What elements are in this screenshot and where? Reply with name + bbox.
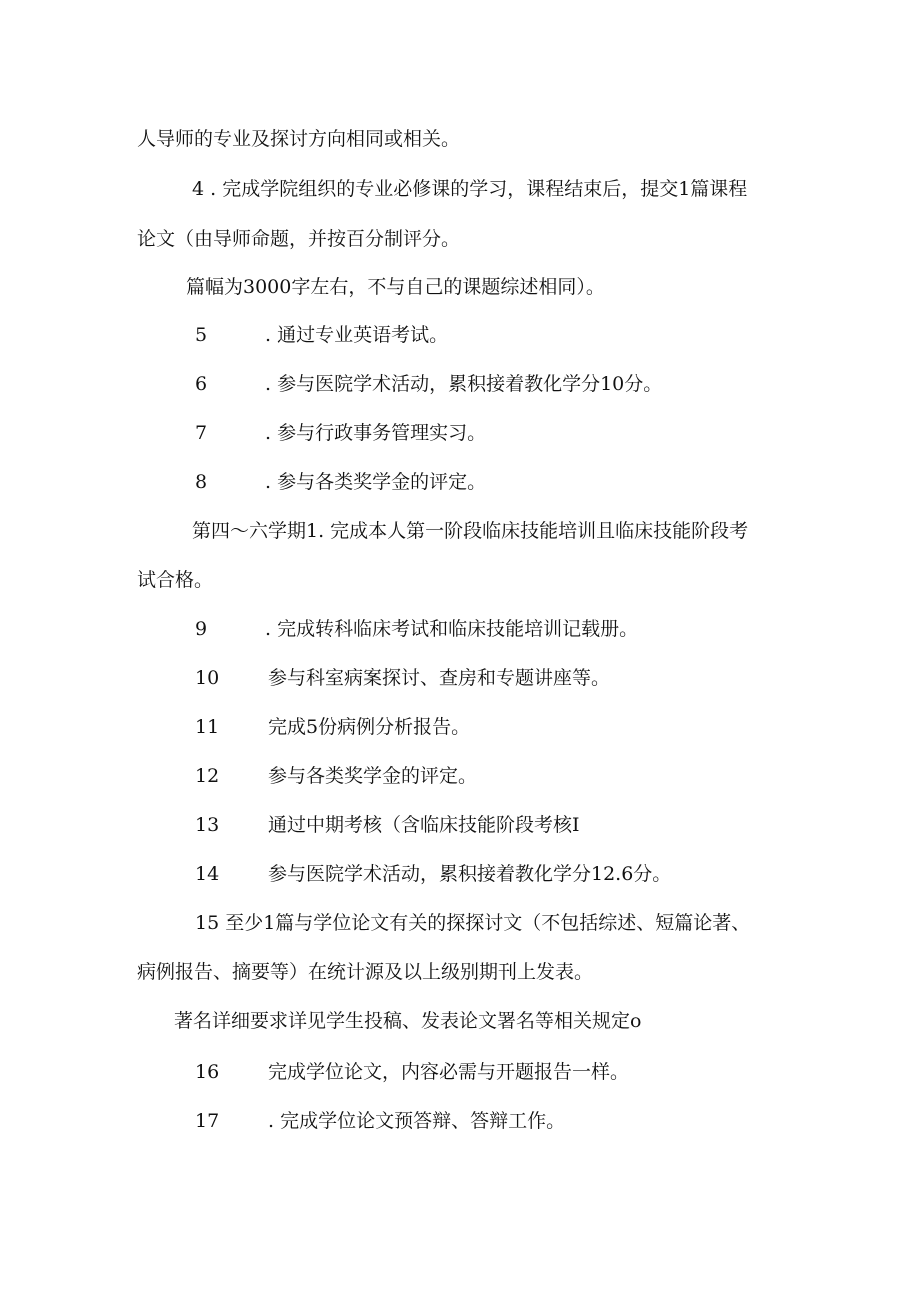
list-item-number: 8	[195, 471, 208, 493]
paragraph-line: 论文（由导师命题，并按百分制评分。	[137, 228, 461, 250]
list-item-text: . 完成转科临床考试和临床技能培训记载册。	[265, 618, 639, 640]
paragraph-line: 第四～六学期1. 完成本人第一阶段临床技能培训且临床技能阶段考	[192, 520, 749, 542]
list-item-text: 完成5份病例分析报告。	[268, 716, 471, 738]
list-item-text: 参与科室病案探讨、查房和专题讲座等。	[268, 667, 611, 689]
list-item-text: 参与医院学术活动，累积接着教化学分12.6分。	[268, 863, 672, 885]
list-item-text: . 完成学位论文预答辩、答辩工作。	[268, 1110, 566, 1132]
paragraph-line: 病例报告、摘要等）在统计源及以上级别期刊上发表。	[137, 961, 594, 983]
paragraph-line: 4 . 完成学院组织的专业必修课的学习，课程结束后，提交1篇课程	[192, 178, 748, 200]
list-item-number: 6	[195, 373, 208, 395]
list-item-number: 14	[195, 863, 220, 885]
list-item-number: 17	[195, 1110, 220, 1132]
list-item-number: 7	[195, 422, 208, 444]
paragraph-line: 15 至少1篇与学位论文有关的探探讨文（不包括综述、短篇论著、	[195, 912, 751, 934]
list-item-number: 11	[195, 716, 220, 738]
list-item-text: 参与各类奖学金的评定。	[268, 765, 478, 787]
list-item-text: 通过中期考核（含临床技能阶段考核I	[268, 814, 580, 836]
list-item-text: . 通过专业英语考试。	[265, 324, 449, 346]
list-item-text: . 参与各类奖学金的评定。	[265, 471, 487, 493]
paragraph-line: 人导师的专业及探讨方向相同或相关。	[137, 128, 461, 150]
list-item-text: . 参与行政事务管理实习。	[265, 422, 487, 444]
paragraph-line: 试合格。	[137, 569, 214, 591]
list-item-number: 13	[195, 814, 220, 836]
list-item-text: . 参与医院学术活动，累积接着教化学分10分。	[265, 373, 663, 395]
list-item-number: 5	[195, 324, 208, 346]
list-item-number: 10	[195, 667, 220, 689]
paragraph-line: 著名详细要求详见学生投稿、发表论文署名等相关规定o	[174, 1010, 642, 1032]
list-item-text: 完成学位论文，内容必需与开题报告一样。	[268, 1061, 630, 1083]
list-item-number: 12	[195, 765, 220, 787]
list-item-number: 16	[195, 1061, 220, 1083]
list-item-number: 9	[195, 618, 208, 640]
paragraph-line: 篇幅为3000字左右，不与自己的课题综述相同）。	[186, 276, 605, 298]
